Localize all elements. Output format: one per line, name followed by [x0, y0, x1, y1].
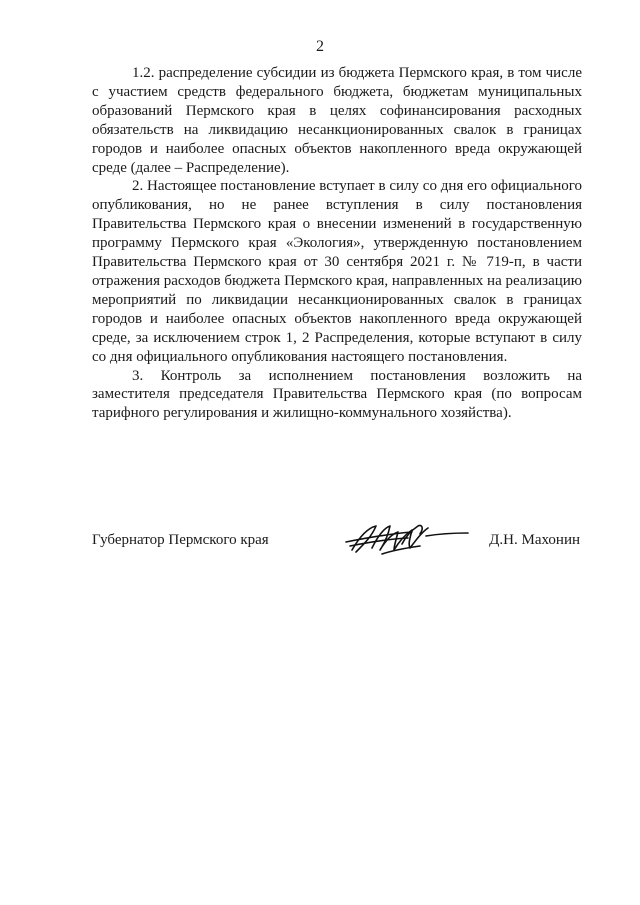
- signature-block: [92, 520, 582, 560]
- page-number: 2: [316, 38, 324, 55]
- paragraph-1-2-distribution: 1.2. распределение субсидии из бюджета Пермского края, в том числе с участием средств федерального бюджета, бюджетам муниципальных образований Пермского края в целях софинансирования расходных обязательств на ликвидацию несанкционированных свалок в границах городов и наиболее опасных объектов накопленного вреда окружающей среде (далее – Распределение).: [92, 65, 582, 176]
- document-body: [92, 64, 582, 423]
- signatory-title: Губернатор Пермского края: [92, 532, 269, 548]
- paragraph-2-entry-into-force: 2. Настоящее постановление вступает в силу со дня его официального опубликования, но не ранее вступления в силу постановления Правительства Пермского края о внесении изменений в государственную программу Пермского края «Экология», утвержденную постановлением Правительства Пермского края от 30 сентября 2021 г. № 719-п, в части отражения расходов бюджета Пермского края, направленных на реализацию мероприятий по ликвидации несанкционированных свалок в границах городов и наиболее опасных объектов накопленного вреда окружающей среде, за исключением строк 1, 2 Распределения, которые вступают в силу со дня официального опубликования настоящего постановления.: [92, 178, 582, 365]
- handwritten-signature: [342, 514, 472, 560]
- paragraph-3-control: 3. Контроль за исполнением постановления возложить на заместителя председателя Правительства Пермского края (по вопросам тарифного регулирования и жилищно-коммунального хозяйства).: [92, 367, 582, 422]
- signatory-name: Д.Н. Махонин: [489, 532, 580, 548]
